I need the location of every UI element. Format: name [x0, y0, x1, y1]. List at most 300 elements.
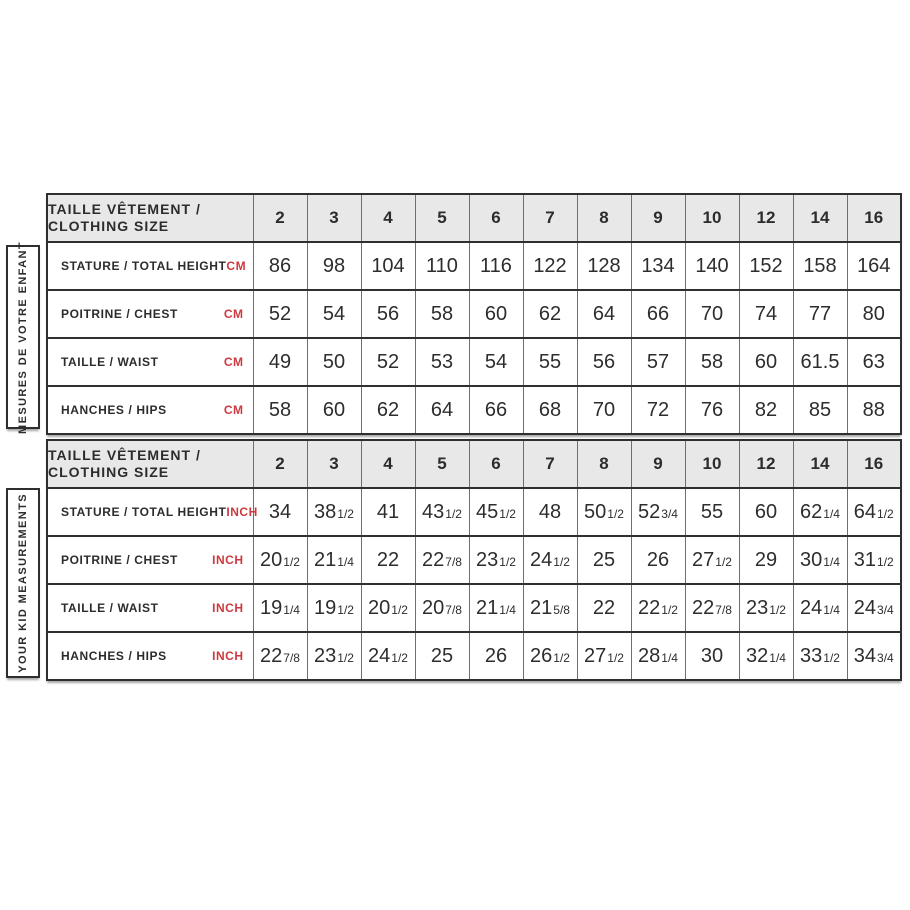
unit-label: CM	[223, 355, 244, 369]
measurement-label: TAILLE / WAIST	[61, 355, 159, 369]
value-whole: 53	[430, 350, 454, 373]
measurement-row	[47, 632, 901, 680]
measurement-value-cell	[685, 338, 739, 386]
measurement-label-cell	[47, 290, 253, 338]
value-whole: 20	[422, 596, 445, 619]
value-fraction: 1/4	[823, 602, 840, 617]
value-fraction: 1/2	[769, 602, 786, 617]
value-whole: 66	[484, 398, 508, 421]
value-whole: 22	[376, 548, 400, 571]
measurement-value-cell	[739, 536, 793, 584]
measurement-value-cell	[577, 290, 631, 338]
size-header-cell: 5	[415, 440, 469, 488]
measurement-value-cell	[361, 632, 415, 680]
value-fraction: 1/2	[715, 554, 732, 569]
side-label-inch-box	[6, 488, 40, 678]
measurement-value-cell	[847, 338, 901, 386]
unit-label: CM	[223, 307, 244, 321]
measurement-value-cell	[847, 386, 901, 434]
measurement-value-cell	[307, 584, 361, 632]
value-whole: 88	[862, 398, 885, 421]
value-whole: 32	[746, 644, 769, 667]
measurement-label-wrap	[48, 553, 253, 567]
measurement-label-wrap	[48, 601, 253, 615]
value-whole: 61.5	[800, 350, 840, 373]
measurement-value-cell	[793, 488, 847, 536]
measurement-value-cell	[631, 290, 685, 338]
value-whole: 72	[646, 398, 670, 421]
value-whole: 28	[638, 644, 661, 667]
value-whole: 21	[530, 596, 553, 619]
value-whole: 22	[260, 644, 283, 667]
measurement-value-cell	[415, 290, 469, 338]
value-whole: 66	[646, 302, 670, 325]
value-whole: 56	[376, 302, 400, 325]
value-whole: 128	[587, 254, 621, 277]
size-header-cell: 4	[361, 440, 415, 488]
measurement-value-cell	[793, 584, 847, 632]
measurement-value-cell	[847, 488, 901, 536]
value-fraction: 1/4	[769, 650, 786, 665]
value-whole: 77	[808, 302, 832, 325]
measurement-value-cell	[361, 338, 415, 386]
measurement-label: STATURE / TOTAL HEIGHT	[61, 259, 227, 273]
measurement-value-cell	[361, 290, 415, 338]
measurement-value-cell	[631, 536, 685, 584]
measurement-value-cell	[415, 632, 469, 680]
measurement-value-cell	[307, 488, 361, 536]
measurement-value-cell	[253, 488, 307, 536]
measurement-value-cell	[415, 488, 469, 536]
size-header-cell: 4	[361, 194, 415, 242]
value-fraction: 3/4	[877, 650, 894, 665]
measurement-value-cell	[631, 632, 685, 680]
value-fraction: 1/2	[607, 650, 624, 665]
measurement-value-cell	[793, 290, 847, 338]
value-whole: 122	[533, 254, 567, 277]
measurement-value-cell	[685, 242, 739, 290]
measurement-value-cell	[739, 386, 793, 434]
value-fraction: 1/4	[499, 602, 516, 617]
value-whole: 152	[749, 254, 783, 277]
value-whole: 62	[376, 398, 400, 421]
measurement-value-cell	[847, 290, 901, 338]
size-header-cell: 3	[307, 194, 361, 242]
value-whole: 48	[538, 500, 562, 523]
value-fraction: 1/4	[823, 554, 840, 569]
value-whole: 22	[592, 596, 616, 619]
value-whole: 23	[746, 596, 769, 619]
measurement-value-cell	[631, 488, 685, 536]
size-header-cell: 3	[307, 440, 361, 488]
measurement-value-cell	[685, 386, 739, 434]
value-fraction: 1/2	[337, 602, 354, 617]
measurement-value-cell	[631, 242, 685, 290]
value-whole: 60	[754, 350, 778, 373]
measurement-value-cell	[361, 242, 415, 290]
measurement-label-wrap	[48, 505, 258, 519]
measurement-value-cell	[685, 536, 739, 584]
measurement-value-cell	[415, 536, 469, 584]
value-whole: 58	[430, 302, 454, 325]
value-whole: 22	[692, 596, 715, 619]
measurement-value-cell	[469, 632, 523, 680]
value-whole: 98	[322, 254, 346, 277]
measurement-value-cell	[793, 338, 847, 386]
value-whole: 50	[584, 500, 607, 523]
measurement-value-cell	[307, 242, 361, 290]
measurement-label: POITRINE / CHEST	[61, 307, 178, 321]
size-header-label	[47, 440, 253, 488]
value-whole: 55	[700, 500, 724, 523]
size-header-cell: 14	[793, 440, 847, 488]
value-whole: 70	[592, 398, 616, 421]
value-whole: 50	[322, 350, 346, 373]
measurement-value-cell	[577, 488, 631, 536]
value-whole: 64	[430, 398, 454, 421]
value-whole: 29	[754, 548, 778, 571]
measurement-row	[47, 242, 901, 290]
value-fraction: 1/2	[607, 506, 624, 521]
measurement-row	[47, 488, 901, 536]
measurement-value-cell	[253, 290, 307, 338]
value-fraction: 7/8	[715, 602, 732, 617]
value-whole: 56	[592, 350, 616, 373]
value-whole: 74	[754, 302, 778, 325]
measurement-value-cell	[739, 242, 793, 290]
value-whole: 26	[484, 644, 508, 667]
value-whole: 57	[646, 350, 670, 373]
measurement-value-cell	[793, 536, 847, 584]
value-fraction: 1/2	[499, 554, 516, 569]
value-whole: 26	[530, 644, 553, 667]
measurement-value-cell	[685, 632, 739, 680]
unit-label: INCH	[212, 601, 244, 615]
value-whole: 64	[853, 500, 877, 523]
measurement-value-cell	[469, 242, 523, 290]
value-whole: 52	[638, 500, 661, 523]
value-fraction: 1/2	[283, 554, 300, 569]
value-whole: 20	[368, 596, 391, 619]
value-whole: 24	[530, 548, 553, 571]
value-whole: 25	[592, 548, 616, 571]
side-label-cm: MESURES DE VOTRE ENFANT	[17, 240, 29, 434]
value-fraction: 7/8	[445, 554, 462, 569]
value-fraction: 1/4	[823, 506, 840, 521]
value-whole: 22	[422, 548, 445, 571]
measurement-value-cell	[739, 338, 793, 386]
measurement-value-cell	[739, 488, 793, 536]
side-label-cm-box	[6, 240, 40, 434]
measurement-value-cell	[739, 290, 793, 338]
measurement-value-cell	[469, 386, 523, 434]
measurement-value-cell	[469, 536, 523, 584]
measurement-value-cell	[307, 632, 361, 680]
value-whole: 21	[476, 596, 499, 619]
value-fraction: 3/4	[661, 506, 678, 521]
measurement-value-cell	[307, 290, 361, 338]
size-header-cell: 6	[469, 440, 523, 488]
measurement-value-cell	[631, 386, 685, 434]
value-whole: 116	[480, 254, 512, 277]
measurement-value-cell	[739, 584, 793, 632]
measurement-label: HANCHES / HIPS	[61, 649, 167, 663]
value-whole: 30	[700, 644, 724, 667]
measurement-value-cell	[577, 386, 631, 434]
value-whole: 45	[476, 500, 499, 523]
value-whole: 54	[484, 350, 508, 373]
measurement-value-cell	[253, 536, 307, 584]
measurement-value-cell	[793, 632, 847, 680]
value-whole: 19	[314, 596, 337, 619]
value-whole: 19	[260, 596, 283, 619]
measurement-value-cell	[577, 242, 631, 290]
value-whole: 110	[426, 254, 458, 277]
size-header-cell: 12	[739, 440, 793, 488]
size-header-label	[47, 194, 253, 242]
size-header-line1: TAILLE VÊTEMENT /	[48, 446, 201, 463]
measurement-value-cell	[253, 338, 307, 386]
measurement-value-cell	[253, 242, 307, 290]
measurement-value-cell	[577, 632, 631, 680]
value-whole: 41	[376, 500, 400, 523]
measurement-value-cell	[631, 584, 685, 632]
measurement-value-cell	[577, 536, 631, 584]
value-whole: 23	[314, 644, 337, 667]
value-whole: 22	[638, 596, 661, 619]
value-whole: 68	[538, 398, 562, 421]
value-whole: 52	[376, 350, 400, 373]
value-whole: 31	[853, 548, 877, 571]
measurement-value-cell	[253, 632, 307, 680]
measurement-value-cell	[523, 488, 577, 536]
value-fraction: 7/8	[445, 602, 462, 617]
value-fraction: 1/2	[337, 506, 354, 521]
measurement-label-wrap	[48, 259, 253, 273]
measurement-value-cell	[577, 338, 631, 386]
size-header-cell: 7	[523, 194, 577, 242]
value-whole: 34	[853, 644, 877, 667]
measurement-value-cell	[739, 632, 793, 680]
value-whole: 27	[692, 548, 715, 571]
value-whole: 60	[484, 302, 508, 325]
size-header-cell: 10	[685, 194, 739, 242]
size-header-cell: 5	[415, 194, 469, 242]
measurement-value-cell	[523, 338, 577, 386]
value-whole: 55	[538, 350, 562, 373]
value-whole: 85	[808, 398, 832, 421]
measurement-label-cell	[47, 242, 253, 290]
measurement-value-cell	[685, 584, 739, 632]
measurement-label-cell	[47, 536, 253, 584]
value-fraction: 7/8	[283, 650, 300, 665]
value-fraction: 1/2	[877, 506, 894, 521]
size-chart-table-cm	[46, 193, 902, 435]
measurement-value-cell	[253, 386, 307, 434]
value-whole: 26	[646, 548, 670, 571]
size-header-cell: 6	[469, 194, 523, 242]
value-fraction: 1/2	[553, 650, 570, 665]
value-whole: 82	[754, 398, 778, 421]
value-whole: 76	[700, 398, 724, 421]
size-header-row	[47, 440, 901, 488]
size-header-cell: 10	[685, 440, 739, 488]
value-whole: 58	[268, 398, 292, 421]
value-fraction: 1/2	[391, 650, 408, 665]
measurement-value-cell	[847, 242, 901, 290]
measurement-value-cell	[361, 386, 415, 434]
value-whole: 49	[268, 350, 292, 373]
unit-label: CM	[223, 403, 244, 417]
measurement-label-wrap	[48, 403, 253, 417]
table-body	[47, 488, 901, 680]
value-fraction: 1/2	[877, 554, 894, 569]
value-fraction: 1/2	[499, 506, 516, 521]
value-fraction: 1/2	[823, 650, 840, 665]
measurement-label-cell	[47, 386, 253, 434]
measurement-label-cell	[47, 338, 253, 386]
value-whole: 58	[700, 350, 724, 373]
size-header-cell: 8	[577, 194, 631, 242]
value-whole: 63	[862, 350, 885, 373]
value-whole: 34	[268, 500, 292, 523]
measurement-value-cell	[523, 290, 577, 338]
size-header-row	[47, 194, 901, 242]
measurement-value-cell	[415, 584, 469, 632]
measurement-value-cell	[847, 536, 901, 584]
value-whole: 24	[368, 644, 391, 667]
value-whole: 24	[800, 596, 823, 619]
value-whole: 62	[538, 302, 562, 325]
value-fraction: 1/2	[661, 602, 678, 617]
measurement-value-cell	[307, 338, 361, 386]
value-fraction: 5/8	[553, 602, 570, 617]
value-whole: 27	[584, 644, 607, 667]
measurement-value-cell	[847, 584, 901, 632]
measurement-label-wrap	[48, 307, 253, 321]
measurement-value-cell	[469, 584, 523, 632]
value-fraction: 1/2	[553, 554, 570, 569]
measurement-value-cell	[361, 488, 415, 536]
value-whole: 25	[430, 644, 454, 667]
size-chart-tables	[46, 193, 902, 681]
measurement-value-cell	[685, 290, 739, 338]
measurement-label-wrap	[48, 355, 253, 369]
measurement-value-cell	[415, 242, 469, 290]
measurement-value-cell	[685, 488, 739, 536]
measurement-row	[47, 338, 901, 386]
measurement-label-cell	[47, 488, 258, 536]
size-header-cell: 16	[847, 194, 901, 242]
value-whole: 23	[476, 548, 499, 571]
value-whole: 24	[853, 596, 877, 619]
value-whole: 21	[314, 548, 337, 571]
size-header-line2: CLOTHING SIZE	[48, 218, 170, 234]
measurement-value-cell	[307, 386, 361, 434]
value-whole: 60	[322, 398, 346, 421]
size-header-cell: 8	[577, 440, 631, 488]
measurement-value-cell	[523, 584, 577, 632]
size-header-cell: 7	[523, 440, 577, 488]
measurement-row	[47, 536, 901, 584]
unit-label: INCH	[226, 505, 258, 519]
size-header-cell: 12	[739, 194, 793, 242]
value-whole: 33	[800, 644, 823, 667]
measurement-value-cell	[523, 632, 577, 680]
measurement-value-cell	[469, 290, 523, 338]
measurement-row	[47, 290, 901, 338]
size-header-cell: 9	[631, 440, 685, 488]
value-fraction: 1/4	[337, 554, 354, 569]
value-whole: 134	[641, 254, 675, 277]
value-whole: 164	[857, 254, 891, 277]
value-whole: 64	[592, 302, 616, 325]
measurement-value-cell	[361, 536, 415, 584]
value-whole: 158	[803, 254, 837, 277]
measurement-label: TAILLE / WAIST	[61, 601, 159, 615]
value-fraction: 1/4	[283, 602, 300, 617]
value-whole: 43	[422, 500, 445, 523]
measurement-row	[47, 386, 901, 434]
value-fraction: 1/4	[661, 650, 678, 665]
value-fraction: 3/4	[877, 602, 894, 617]
size-header-line1: TAILLE VÊTEMENT /	[48, 200, 201, 217]
size-header-cell: 14	[793, 194, 847, 242]
measurement-value-cell	[361, 584, 415, 632]
unit-label: INCH	[212, 649, 244, 663]
size-header-cell: 2	[253, 194, 307, 242]
side-label-inch: YOUR KID MEASUREMENTS	[17, 493, 29, 673]
measurement-value-cell	[631, 338, 685, 386]
value-whole: 80	[862, 302, 885, 325]
measurement-value-cell	[415, 338, 469, 386]
value-whole: 70	[700, 302, 724, 325]
unit-label: INCH	[212, 553, 244, 567]
value-whole: 140	[695, 254, 729, 277]
value-whole: 86	[268, 254, 292, 277]
table-head	[47, 440, 901, 488]
measurement-value-cell	[793, 242, 847, 290]
measurement-value-cell	[577, 584, 631, 632]
value-whole: 62	[800, 500, 823, 523]
value-whole: 104	[371, 254, 405, 277]
value-fraction: 1/2	[391, 602, 408, 617]
measurement-label: POITRINE / CHEST	[61, 553, 178, 567]
size-header-cell: 2	[253, 440, 307, 488]
value-whole: 54	[322, 302, 346, 325]
measurement-value-cell	[523, 242, 577, 290]
value-whole: 20	[260, 548, 283, 571]
value-whole: 60	[754, 500, 778, 523]
value-whole: 38	[314, 500, 337, 523]
size-header-line2: CLOTHING SIZE	[48, 464, 170, 480]
measurement-label-wrap	[48, 649, 253, 663]
size-header-cell: 9	[631, 194, 685, 242]
measurement-value-cell	[523, 536, 577, 584]
measurement-label-cell	[47, 584, 253, 632]
measurement-value-cell	[253, 584, 307, 632]
measurement-value-cell	[847, 632, 901, 680]
size-chart-table-inch	[46, 439, 902, 681]
measurement-label: HANCHES / HIPS	[61, 403, 167, 417]
size-header-cell: 16	[847, 440, 901, 488]
measurement-label-cell	[47, 632, 253, 680]
table-body	[47, 242, 901, 434]
measurement-row	[47, 584, 901, 632]
measurement-value-cell	[415, 386, 469, 434]
value-whole: 30	[800, 548, 823, 571]
value-fraction: 1/2	[337, 650, 354, 665]
